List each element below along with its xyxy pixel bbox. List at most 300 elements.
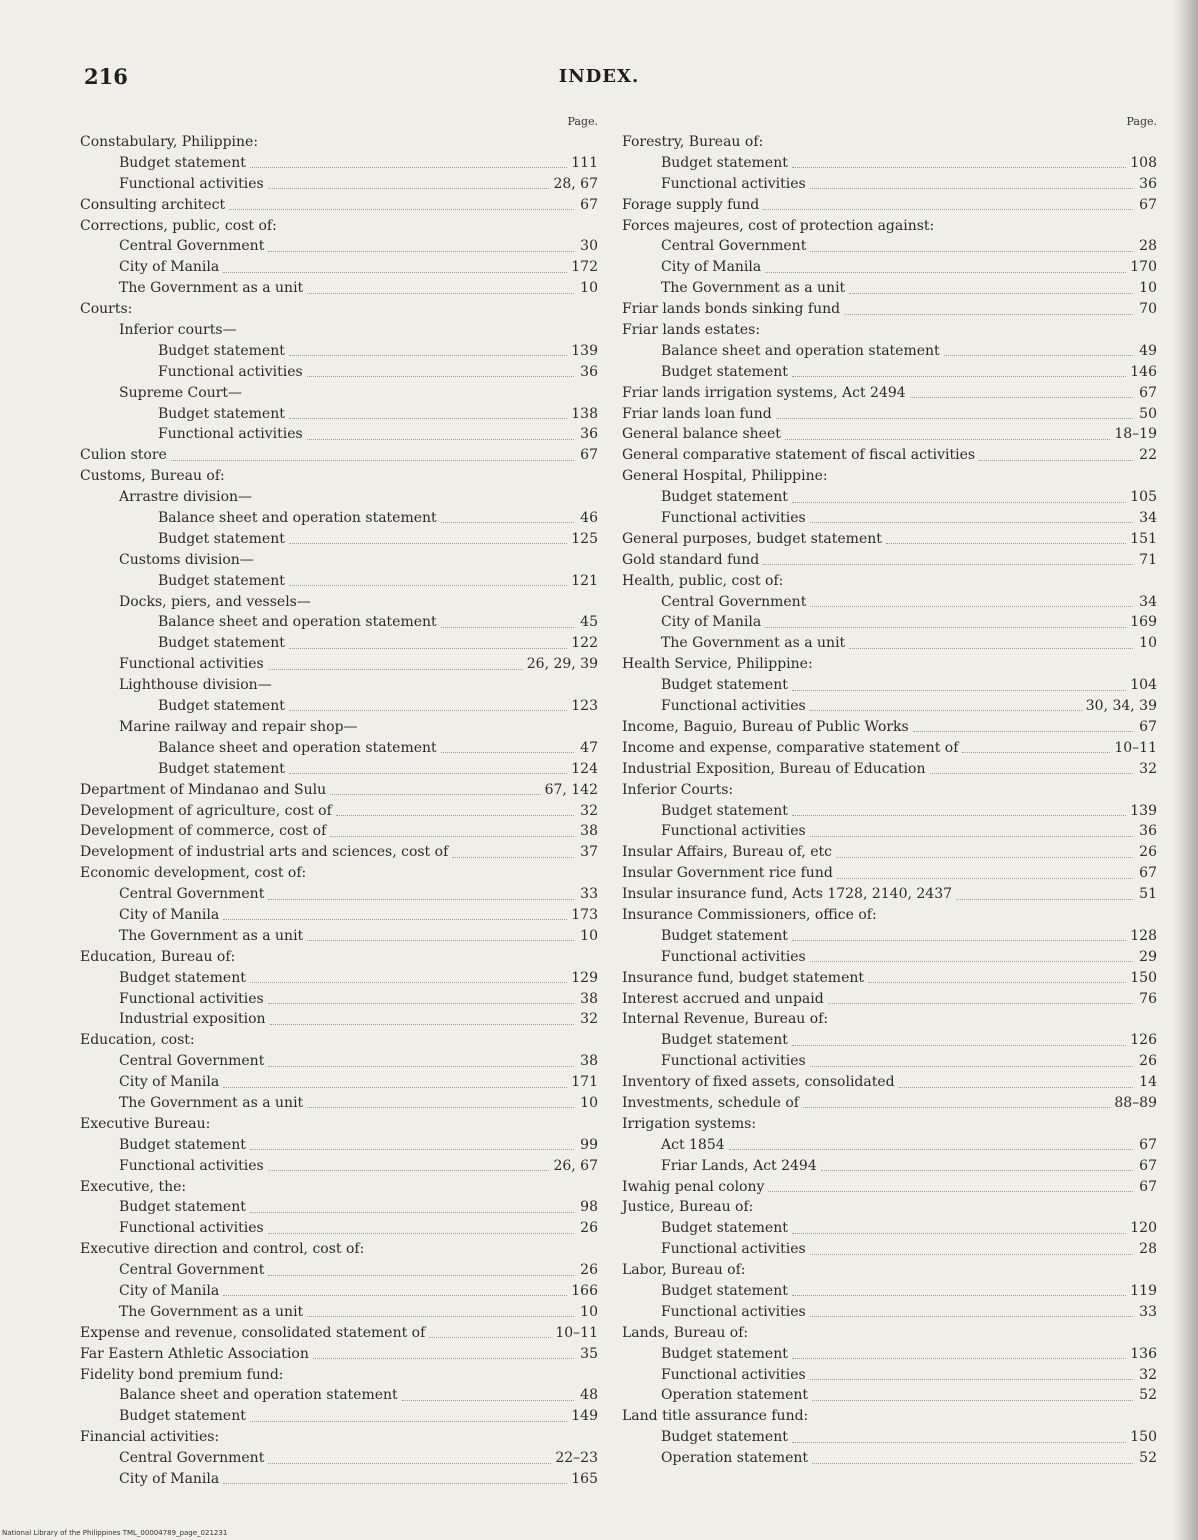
leader-dots — [792, 689, 1126, 691]
index-entry — [622, 968, 1157, 989]
index-entry — [622, 404, 1157, 425]
entry-page-number: 32 — [1139, 760, 1157, 777]
leader-dots — [792, 939, 1126, 941]
entry-page-number: 105 — [1130, 489, 1157, 506]
entry-label: Friar lands estates: — [622, 322, 761, 339]
index-entry — [622, 383, 1157, 404]
entry-page-number: 70 — [1139, 301, 1157, 318]
index-entry — [80, 508, 598, 529]
index-entry — [622, 195, 1157, 216]
leader-dots — [330, 835, 574, 837]
index-entry — [622, 759, 1157, 780]
index-heading — [622, 1114, 1157, 1135]
entry-page-number: 36 — [1139, 823, 1157, 840]
index-entry — [80, 362, 598, 383]
entry-page-number: 37 — [580, 844, 598, 861]
entry-page-number: 52 — [1139, 1387, 1157, 1404]
entry-page-number: 76 — [1139, 990, 1157, 1007]
leader-dots — [289, 417, 567, 419]
entry-page-number: 51 — [1139, 886, 1157, 903]
index-entry — [80, 1323, 598, 1344]
index-entry — [80, 1218, 598, 1239]
entry-label: Friar lands bonds sinking fund — [622, 301, 841, 318]
entry-label: Functional activities — [661, 698, 806, 715]
leader-dots — [868, 981, 1126, 983]
index-heading — [622, 905, 1157, 926]
entry-label: Budget statement — [661, 363, 788, 380]
page-column-header: Page. — [567, 115, 598, 128]
entry-label: Education, Bureau of: — [80, 948, 236, 965]
entry-label: Budget statement — [119, 1199, 246, 1216]
leader-dots — [792, 1441, 1126, 1443]
entry-label: Act 1854 — [661, 1136, 725, 1153]
entry-label: Internal Revenue, Bureau of: — [622, 1011, 829, 1028]
entry-label: Central Government — [661, 593, 807, 610]
entry-page-number: 136 — [1130, 1345, 1157, 1362]
entry-page-number: 67 — [580, 447, 598, 464]
entry-page-number: 33 — [1139, 1303, 1157, 1320]
entry-label: City of Manila — [661, 259, 762, 276]
index-entry — [80, 884, 598, 905]
index-entry — [80, 1260, 598, 1281]
entry-page-number: 26 — [1139, 844, 1157, 861]
entry-label: The Government as a unit — [661, 635, 846, 652]
entry-label: Insurance Commissioners, office of: — [622, 906, 877, 923]
entry-page-number: 166 — [571, 1282, 598, 1299]
leader-dots — [229, 208, 574, 210]
leader-dots — [763, 563, 1133, 565]
entry-page-number: 67 — [1139, 1136, 1157, 1153]
page-title: INDEX. — [558, 66, 640, 87]
entry-label: Budget statement — [661, 677, 788, 694]
leader-dots — [223, 1294, 567, 1296]
entry-label: Education, cost: — [80, 1032, 195, 1049]
index-entry — [622, 1344, 1157, 1365]
entry-label: Forage supply fund — [622, 196, 760, 213]
entry-page-number: 165 — [571, 1471, 598, 1487]
index-entry — [622, 738, 1157, 759]
index-entry — [622, 1302, 1157, 1323]
index-entry — [622, 174, 1157, 195]
leader-dots — [962, 751, 1110, 753]
index-entry — [622, 1093, 1157, 1114]
index-entry — [80, 1072, 598, 1093]
leader-dots — [979, 459, 1133, 461]
leader-dots — [268, 1232, 574, 1234]
leader-dots — [250, 166, 567, 168]
entry-page-number: 149 — [571, 1408, 598, 1425]
entry-label: Functional activities — [119, 1157, 264, 1174]
entry-page-number: 108 — [1130, 154, 1157, 171]
entry-label: Investments, schedule of — [622, 1094, 799, 1111]
entry-label: Central Government — [119, 1450, 265, 1467]
leader-dots — [768, 1190, 1133, 1192]
entry-label: Insular insurance fund, Acts 1728, 2140, 2437 — [622, 886, 953, 903]
entry-page-number: 32 — [580, 1011, 598, 1028]
entry-label: Budget statement — [661, 489, 788, 506]
index-entry — [622, 550, 1157, 571]
index-entry — [622, 445, 1157, 466]
index-entry — [80, 236, 598, 257]
leader-dots — [289, 542, 567, 544]
leader-dots — [268, 1274, 574, 1276]
index-entry — [80, 801, 598, 822]
page-column-header: Page. — [1126, 115, 1157, 128]
entry-label: Constabulary, Philippine: — [80, 134, 259, 150]
index-entry — [622, 424, 1157, 445]
entry-page-number: 10 — [580, 1094, 598, 1111]
entry-label: Functional activities — [661, 1241, 806, 1258]
index-entry — [622, 1365, 1157, 1386]
entry-page-number: 36 — [580, 426, 598, 443]
leader-dots — [810, 187, 1133, 189]
index-entry — [80, 257, 598, 278]
index-entry — [622, 926, 1157, 947]
entry-label: Budget statement — [158, 572, 285, 589]
entry-page-number: 122 — [571, 635, 598, 652]
leader-dots — [268, 668, 523, 670]
leader-dots — [441, 626, 574, 628]
entry-label: Operation statement — [661, 1450, 809, 1467]
index-entry — [80, 1385, 598, 1406]
leader-dots — [837, 877, 1133, 879]
entry-label: Far Eastern Athletic Association — [80, 1345, 309, 1362]
leader-dots — [812, 1399, 1133, 1401]
index-entry — [80, 1469, 598, 1490]
leader-dots — [849, 647, 1133, 649]
leader-dots — [250, 1420, 567, 1422]
leader-dots — [268, 1462, 551, 1464]
entry-page-number: 121 — [571, 572, 598, 589]
entry-page-number: 26 — [1139, 1053, 1157, 1070]
entry-label: Balance sheet and operation statement — [661, 342, 940, 359]
leader-dots — [441, 521, 574, 523]
index-entry — [80, 1051, 598, 1072]
leader-dots — [810, 709, 1082, 711]
entry-page-number: 47 — [580, 739, 598, 756]
index-heading — [80, 947, 598, 968]
entry-page-number: 67 — [580, 196, 598, 213]
leader-dots — [810, 1315, 1133, 1317]
entry-page-number: 67 — [1139, 1178, 1157, 1195]
entry-label: Iwahig penal colony — [622, 1178, 765, 1195]
index-entry — [622, 1427, 1157, 1448]
entry-page-number: 45 — [580, 614, 598, 631]
index-entry — [622, 947, 1157, 968]
leader-dots — [821, 1169, 1133, 1171]
index-entry — [80, 989, 598, 1010]
entry-label: Culion store — [80, 447, 167, 464]
index-heading — [622, 216, 1157, 237]
leader-dots — [307, 1106, 574, 1108]
entry-page-number: 119 — [1130, 1282, 1157, 1299]
index-heading — [80, 383, 598, 404]
index-entry — [622, 821, 1157, 842]
entry-page-number: 67 — [1139, 196, 1157, 213]
entry-label: Budget statement — [661, 802, 788, 819]
entry-label: The Government as a unit — [119, 1303, 304, 1320]
leader-dots — [844, 313, 1133, 315]
entry-label: Functional activities — [661, 175, 806, 192]
leader-dots — [307, 1315, 574, 1317]
entry-label: Budget statement — [661, 1032, 788, 1049]
entry-label: Inferior courts— — [119, 322, 237, 339]
index-heading — [80, 216, 598, 237]
leader-dots — [930, 772, 1134, 774]
entry-page-number: 14 — [1139, 1074, 1157, 1091]
entry-label: City of Manila — [119, 1282, 220, 1299]
entry-page-number: 30 — [580, 238, 598, 255]
entry-label: General purposes, budget statement — [622, 530, 882, 547]
entry-label: Forces majeures, cost of protection against: — [622, 217, 935, 234]
leader-dots — [765, 626, 1126, 628]
index-entry — [622, 236, 1157, 257]
index-heading — [80, 1114, 598, 1135]
index-entries-right — [622, 132, 1157, 1469]
index-entry — [80, 696, 598, 717]
entry-page-number: 35 — [580, 1345, 598, 1362]
entry-page-number: 138 — [571, 405, 598, 422]
leader-dots — [792, 166, 1126, 168]
index-heading — [80, 717, 598, 738]
entry-label: Industrial Exposition, Bureau of Education — [622, 760, 926, 777]
leader-dots — [828, 1002, 1133, 1004]
entry-page-number: 29 — [1139, 948, 1157, 965]
entry-label: Friar lands loan fund — [622, 405, 772, 422]
page-number: 216 — [84, 64, 128, 89]
entry-label: Functional activities — [158, 363, 303, 380]
index-entry — [622, 717, 1157, 738]
index-entry — [622, 696, 1157, 717]
entry-page-number: 33 — [580, 886, 598, 903]
index-entry — [80, 529, 598, 550]
entry-page-number: 10 — [580, 280, 598, 297]
leader-dots — [810, 521, 1133, 523]
entry-label: Labor, Bureau of: — [622, 1262, 746, 1279]
index-entry — [622, 1156, 1157, 1177]
entry-label: Insurance fund, budget statement — [622, 969, 864, 986]
leader-dots — [313, 1357, 574, 1359]
leader-dots — [810, 250, 1133, 252]
leader-dots — [899, 1086, 1133, 1088]
leader-dots — [956, 898, 1133, 900]
leader-dots — [792, 1044, 1126, 1046]
index-entry — [80, 654, 598, 675]
leader-dots — [792, 814, 1126, 816]
entry-page-number: 150 — [1130, 969, 1157, 986]
leader-dots — [792, 1357, 1126, 1359]
entry-label: Development of agriculture, cost of — [80, 802, 332, 819]
entry-label: Central Government — [119, 886, 265, 903]
index-heading — [622, 1406, 1157, 1427]
index-entry — [80, 571, 598, 592]
index-entry — [80, 968, 598, 989]
entry-label: Friar Lands, Act 2494 — [661, 1157, 817, 1174]
leader-dots — [289, 709, 567, 711]
entry-label: Justice, Bureau of: — [622, 1199, 754, 1216]
index-column-right — [622, 111, 1157, 1469]
leader-dots — [763, 208, 1133, 210]
entry-label: Budget statement — [661, 1282, 788, 1299]
index-entry — [80, 1156, 598, 1177]
entry-page-number: 10 — [580, 927, 598, 944]
entry-page-number: 10–11 — [1114, 739, 1157, 756]
index-entry — [622, 278, 1157, 299]
entry-label: Executive, the: — [80, 1178, 187, 1195]
index-entry — [622, 1135, 1157, 1156]
leader-dots — [307, 292, 574, 294]
index-heading — [622, 1323, 1157, 1344]
leader-dots — [810, 960, 1133, 962]
leader-dots — [268, 1002, 574, 1004]
index-heading — [80, 592, 598, 613]
leader-dots — [330, 793, 540, 795]
entry-label: Customs, Bureau of: — [80, 468, 225, 485]
entry-page-number: 34 — [1139, 593, 1157, 610]
index-entry — [80, 424, 598, 445]
leader-dots — [803, 1106, 1110, 1108]
index-entry — [622, 842, 1157, 863]
index-entry — [80, 404, 598, 425]
index-heading — [622, 654, 1157, 675]
entry-label: Budget statement — [119, 1408, 246, 1425]
leader-dots — [452, 856, 574, 858]
index-entry — [622, 1218, 1157, 1239]
leader-dots — [307, 939, 574, 941]
index-entry — [80, 821, 598, 842]
entry-label: City of Manila — [119, 1471, 220, 1487]
leader-dots — [268, 1169, 550, 1171]
leader-dots — [289, 584, 567, 586]
index-entry — [80, 1281, 598, 1302]
index-entry — [622, 1448, 1157, 1469]
entry-page-number: 124 — [571, 760, 598, 777]
entry-page-number: 28 — [1139, 238, 1157, 255]
entry-page-number: 28 — [1139, 1241, 1157, 1258]
entry-page-number: 172 — [571, 259, 598, 276]
leader-dots — [836, 856, 1133, 858]
entry-page-number: 99 — [580, 1136, 598, 1153]
entry-page-number: 151 — [1130, 530, 1157, 547]
entry-page-number: 123 — [571, 698, 598, 715]
entry-label: Balance sheet and operation statement — [158, 739, 437, 756]
entry-label: Functional activities — [661, 948, 806, 965]
leader-dots — [223, 1086, 567, 1088]
index-heading — [622, 780, 1157, 801]
entry-page-number: 32 — [580, 802, 598, 819]
entry-label: The Government as a unit — [119, 1094, 304, 1111]
entry-label: Budget statement — [158, 635, 285, 652]
entry-page-number: 67 — [1139, 865, 1157, 882]
leader-dots — [776, 417, 1133, 419]
entry-page-number: 32 — [1139, 1366, 1157, 1383]
entry-label: The Government as a unit — [661, 280, 846, 297]
entry-label: Courts: — [80, 301, 133, 318]
entry-label: Arrastre division— — [119, 489, 253, 506]
leader-dots — [441, 751, 574, 753]
entry-label: Inventory of fixed assets, consolidated — [622, 1074, 895, 1091]
leader-dots — [270, 1023, 574, 1025]
entry-label: Budget statement — [661, 1220, 788, 1237]
entry-label: Docks, piers, and vessels— — [119, 593, 311, 610]
entry-page-number: 22–23 — [555, 1450, 598, 1467]
index-heading — [80, 132, 598, 153]
index-entries-left — [80, 132, 598, 1490]
leader-dots — [307, 438, 574, 440]
entry-label: Budget statement — [661, 1345, 788, 1362]
leader-dots — [268, 898, 574, 900]
index-entry — [80, 905, 598, 926]
entry-label: Budget statement — [119, 1136, 246, 1153]
index-entry — [622, 633, 1157, 654]
index-entry — [80, 1344, 598, 1365]
entry-label: Functional activities — [661, 823, 806, 840]
index-entry — [80, 926, 598, 947]
entry-label: General comparative statement of fiscal activities — [622, 447, 976, 464]
index-entry — [80, 1009, 598, 1030]
entry-label: Customs division— — [119, 551, 254, 568]
leader-dots — [336, 814, 574, 816]
index-heading — [80, 320, 598, 341]
leader-dots — [792, 1232, 1126, 1234]
index-entry — [622, 1072, 1157, 1093]
entry-page-number: 67 — [1139, 1157, 1157, 1174]
entry-page-number: 10 — [1139, 280, 1157, 297]
entry-page-number: 125 — [571, 530, 598, 547]
entry-label: Budget statement — [661, 154, 788, 171]
entry-label: Central Government — [119, 1262, 265, 1279]
entry-page-number: 71 — [1139, 551, 1157, 568]
entry-label: Functional activities — [661, 510, 806, 527]
entry-label: Income, Baguio, Bureau of Public Works — [622, 718, 909, 735]
entry-label: Functional activities — [119, 990, 264, 1007]
leader-dots — [729, 1148, 1133, 1150]
entry-page-number: 52 — [1139, 1450, 1157, 1467]
entry-page-number: 48 — [580, 1387, 598, 1404]
index-entry — [80, 1135, 598, 1156]
entry-page-number: 146 — [1130, 363, 1157, 380]
entry-page-number: 67, 142 — [544, 781, 598, 798]
index-entry — [622, 257, 1157, 278]
entry-page-number: 88–89 — [1114, 1094, 1157, 1111]
entry-page-number: 67 — [1139, 718, 1157, 735]
entry-page-number: 26, 29, 39 — [526, 656, 598, 673]
entry-label: Insular Government rice fund — [622, 865, 833, 882]
leader-dots — [289, 772, 567, 774]
entry-page-number: 26, 67 — [553, 1157, 598, 1174]
entry-page-number: 26 — [580, 1220, 598, 1237]
index-entry — [622, 801, 1157, 822]
entry-label: Friar lands irrigation systems, Act 2494 — [622, 384, 906, 401]
leader-dots — [250, 1211, 574, 1213]
entry-page-number: 10 — [580, 1303, 598, 1320]
entry-page-number: 139 — [571, 342, 598, 359]
entry-label: Interest accrued and unpaid — [622, 990, 824, 1007]
scan-footer: National Library of the Philippines TML_00004789_page_021231 — [2, 1529, 228, 1537]
index-entry — [622, 884, 1157, 905]
entry-label: Industrial exposition — [119, 1011, 266, 1028]
entry-label: Functional activities — [119, 175, 264, 192]
entry-label: Budget statement — [158, 530, 285, 547]
entry-label: Land title assurance fund: — [622, 1408, 809, 1425]
leader-dots — [250, 981, 567, 983]
index-column-left — [80, 111, 598, 1490]
entry-page-number: 104 — [1130, 677, 1157, 694]
entry-label: Forestry, Bureau of: — [622, 134, 764, 150]
entry-page-number: 10 — [1139, 635, 1157, 652]
leader-dots — [268, 187, 550, 189]
entry-label: Lighthouse division— — [119, 677, 272, 694]
